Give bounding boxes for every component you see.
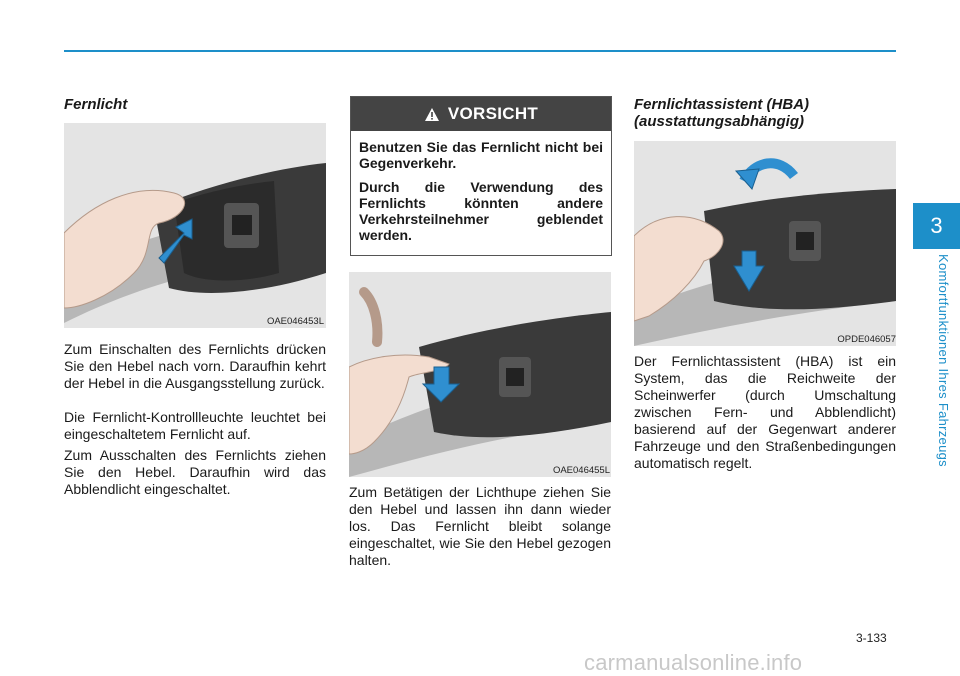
warning-triangle-icon: [424, 107, 440, 122]
page-number: 3-133: [856, 631, 887, 645]
figure-code-1: OAE046453L: [266, 316, 324, 327]
top-rule: [64, 50, 896, 52]
warning-line-2: Durch die Verwendung des Fernlichts könnten andere Verkehrsteilnehmer geblendet werden.: [359, 179, 603, 243]
figure-flash: [349, 272, 611, 477]
heading-hba-1: Fernlichtassistent (HBA): [634, 96, 810, 113]
warning-box: [350, 96, 612, 256]
watermark: carmanualsonline.info: [584, 650, 803, 675]
warning-title: VORSICHT: [447, 104, 539, 123]
paragraph-flash: Zum Betätigen der Lichthupe ziehen Sie den Hebel und lassen ihn dann wieder los. Das Fernlicht bleibt solange eingeschaltet, wie Sie den Hebel gezogen halten.: [349, 484, 611, 568]
figure-hba: [634, 141, 896, 346]
chapter-side-title: [936, 254, 956, 494]
warning-line-1: Benutzen Sie das Fernlicht nicht bei Gegenverkehr.: [359, 139, 603, 171]
warning-header: [351, 97, 611, 131]
paragraph-1: Zum Einschalten des Fernlichts drücken Sie den Hebel nach vorn. Daraufhin kehrt der Hebel in die Ausgangsstellung zurück.: [64, 341, 326, 391]
paragraph-hba: Der Fernlichtassistent (HBA) ist ein System, das die Reichweite der Scheinwerfer (durch Umschaltung zwischen Fern- und Abblendlicht) basierend auf der Gegenwart anderer Fahrzeuge und den Straßenbedingungen automatisch regelt.: [634, 353, 896, 471]
figure-high-beam-push: [64, 123, 326, 328]
chapter-number: 3: [930, 213, 943, 238]
lever-illustration-2: [349, 272, 611, 477]
paragraph-3: Zum Ausschalten des Fernlichts ziehen Sie den Hebel. Daraufhin wird das Abblendlicht eingeschaltet.: [64, 447, 326, 497]
paragraph-2: Die Fernlicht-Kontrollleuchte leuchtet bei eingeschaltetem Fernlicht auf.: [64, 409, 326, 442]
lever-illustration-1: [64, 123, 326, 328]
figure-code-3: OPDE046057: [837, 334, 896, 345]
chapter-tab: [913, 203, 960, 249]
chapter-title: Komfortfunktionen Ihres Fahrzeugs: [936, 254, 951, 467]
lever-illustration-3: [634, 141, 896, 346]
figure-code-2: OAE046455L: [552, 465, 610, 476]
heading-hba-2: (ausstattungsabhängig): [634, 113, 805, 130]
heading-fernlicht: Fernlicht: [64, 96, 128, 113]
